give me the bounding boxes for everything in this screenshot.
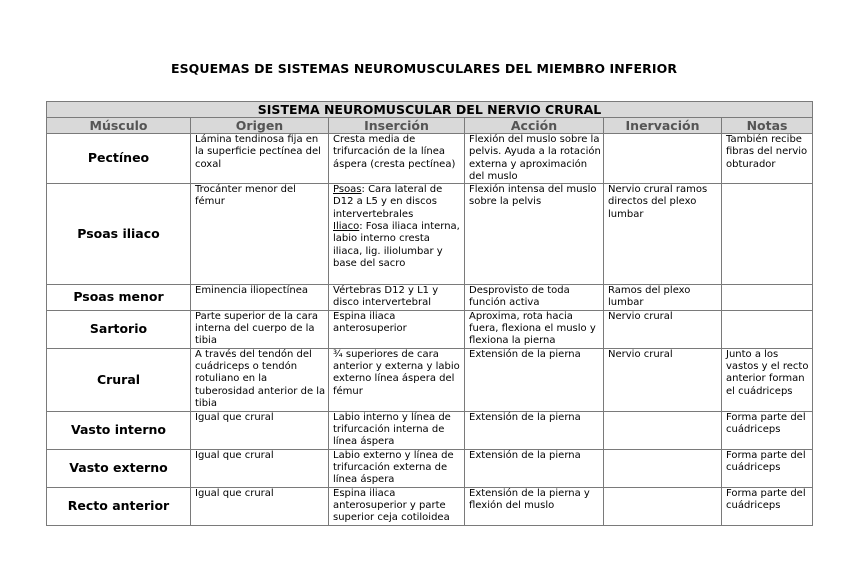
column-header-insercion: Inserción — [329, 118, 465, 134]
column-header-origen: Origen — [191, 118, 329, 134]
table-row — [47, 285, 813, 311]
section-header-row — [47, 102, 813, 118]
notes-cell — [722, 184, 813, 285]
table-row — [47, 411, 813, 449]
section-title: SISTEMA NEUROMUSCULAR DEL NERVIO CRURAL — [47, 102, 813, 118]
table-row — [47, 184, 813, 285]
document-title: ESQUEMAS DE SISTEMAS NEUROMUSCULARES DEL MIEMBRO INFERIOR — [170, 61, 678, 76]
innervation-cell: Nervio crural — [604, 348, 722, 411]
insertion-cell — [329, 184, 465, 285]
action-cell: Extensión de la pierna — [465, 411, 604, 449]
origin-cell: Trocánter menor del fémur — [191, 184, 329, 285]
notes-cell: Forma parte del cuádriceps — [722, 411, 813, 449]
origin-cell: Parte superior de la cara interna del cuerpo de la tibia — [191, 310, 329, 348]
table-row — [47, 310, 813, 348]
innervation-cell: Nervio crural ramos directos del plexo lumbar — [604, 184, 722, 285]
insertion-iliaco-label: Iliaco — [333, 221, 360, 233]
notes-cell: Forma parte del cuádriceps — [722, 487, 813, 525]
notes-cell — [722, 310, 813, 348]
origin-cell: A través del tendón del cuádriceps o tendón rotuliano en la tuberosidad anterior de la tibia — [191, 348, 329, 411]
action-cell: Extensión de la pierna y flexión del muslo — [465, 487, 604, 525]
muscle-table — [46, 101, 813, 526]
muscle-name-cell: Vasto externo — [47, 449, 191, 487]
origin-cell: Igual que crural — [191, 487, 329, 525]
insertion-cell: Vértebras D12 y L1 y disco intervertebral — [329, 285, 465, 311]
muscle-name-cell: Crural — [47, 348, 191, 411]
action-cell: Flexión intensa del muslo sobre la pelvis — [465, 184, 604, 285]
action-cell: Extensión de la pierna — [465, 348, 604, 411]
table-row — [47, 449, 813, 487]
notes-cell — [722, 285, 813, 311]
insertion-psoas-text: : Cara lateral de D12 a L5 y en discos intervertebrales — [333, 184, 443, 220]
insertion-cell: Cresta media de trifurcación de la línea áspera (cresta pectínea) — [329, 134, 465, 184]
innervation-cell: Ramos del plexo lumbar — [604, 285, 722, 311]
column-header-row — [47, 118, 813, 134]
innervation-cell: Nervio crural — [604, 310, 722, 348]
action-cell: Extensión de la pierna — [465, 449, 604, 487]
notes-cell: Forma parte del cuádriceps — [722, 449, 813, 487]
muscle-name-cell: Psoas menor — [47, 285, 191, 311]
muscle-name-cell: Vasto interno — [47, 411, 191, 449]
insertion-cell: Labio interno y línea de trifurcación interna de línea áspera — [329, 411, 465, 449]
innervation-cell — [604, 449, 722, 487]
action-cell: Flexión del muslo sobre la pelvis. Ayuda a la rotación externa y aproximación del muslo — [465, 134, 604, 184]
innervation-cell — [604, 411, 722, 449]
table-row — [47, 487, 813, 525]
muscle-name-cell: Pectíneo — [47, 134, 191, 184]
origin-cell: Eminencia iliopectínea — [191, 285, 329, 311]
innervation-cell — [604, 134, 722, 184]
insertion-cell: ¾ superiores de cara anterior y externa y labio externo línea áspera del fémur — [329, 348, 465, 411]
column-header-musculo: Músculo — [47, 118, 191, 134]
notes-cell: También recibe fibras del nervio obturador — [722, 134, 813, 184]
table-row — [47, 134, 813, 184]
insertion-cell: Espina iliaca anterosuperior y parte superior ceja cotiloidea — [329, 487, 465, 525]
action-cell: Desprovisto de toda función activa — [465, 285, 604, 311]
muscle-name-cell: Sartorio — [47, 310, 191, 348]
notes-cell: Junto a los vastos y el recto anterior forman el cuádriceps — [722, 348, 813, 411]
origin-cell: Igual que crural — [191, 411, 329, 449]
muscle-name-cell: Psoas iliaco — [47, 184, 191, 285]
column-header-notas: Notas — [722, 118, 813, 134]
origin-cell: Lámina tendinosa fija en la superficie pectínea del coxal — [191, 134, 329, 184]
table-row — [47, 348, 813, 411]
insertion-iliaco-text: : Fosa iliaca interna, labio interno cresta iliaca, lig. iliolumbar y base del sacro — [333, 221, 460, 269]
innervation-cell — [604, 487, 722, 525]
muscle-name-cell: Recto anterior — [47, 487, 191, 525]
insertion-cell: Labio externo y línea de trifurcación externa de línea áspera — [329, 449, 465, 487]
origin-cell: Igual que crural — [191, 449, 329, 487]
action-cell: Aproxima, rota hacia fuera, flexiona el muslo y flexiona la pierna — [465, 310, 604, 348]
column-header-inervacion: Inervación — [604, 118, 722, 134]
column-header-accion: Acción — [465, 118, 604, 134]
insertion-psoas-label: Psoas — [333, 184, 362, 196]
insertion-cell: Espina iliaca anterosuperior — [329, 310, 465, 348]
